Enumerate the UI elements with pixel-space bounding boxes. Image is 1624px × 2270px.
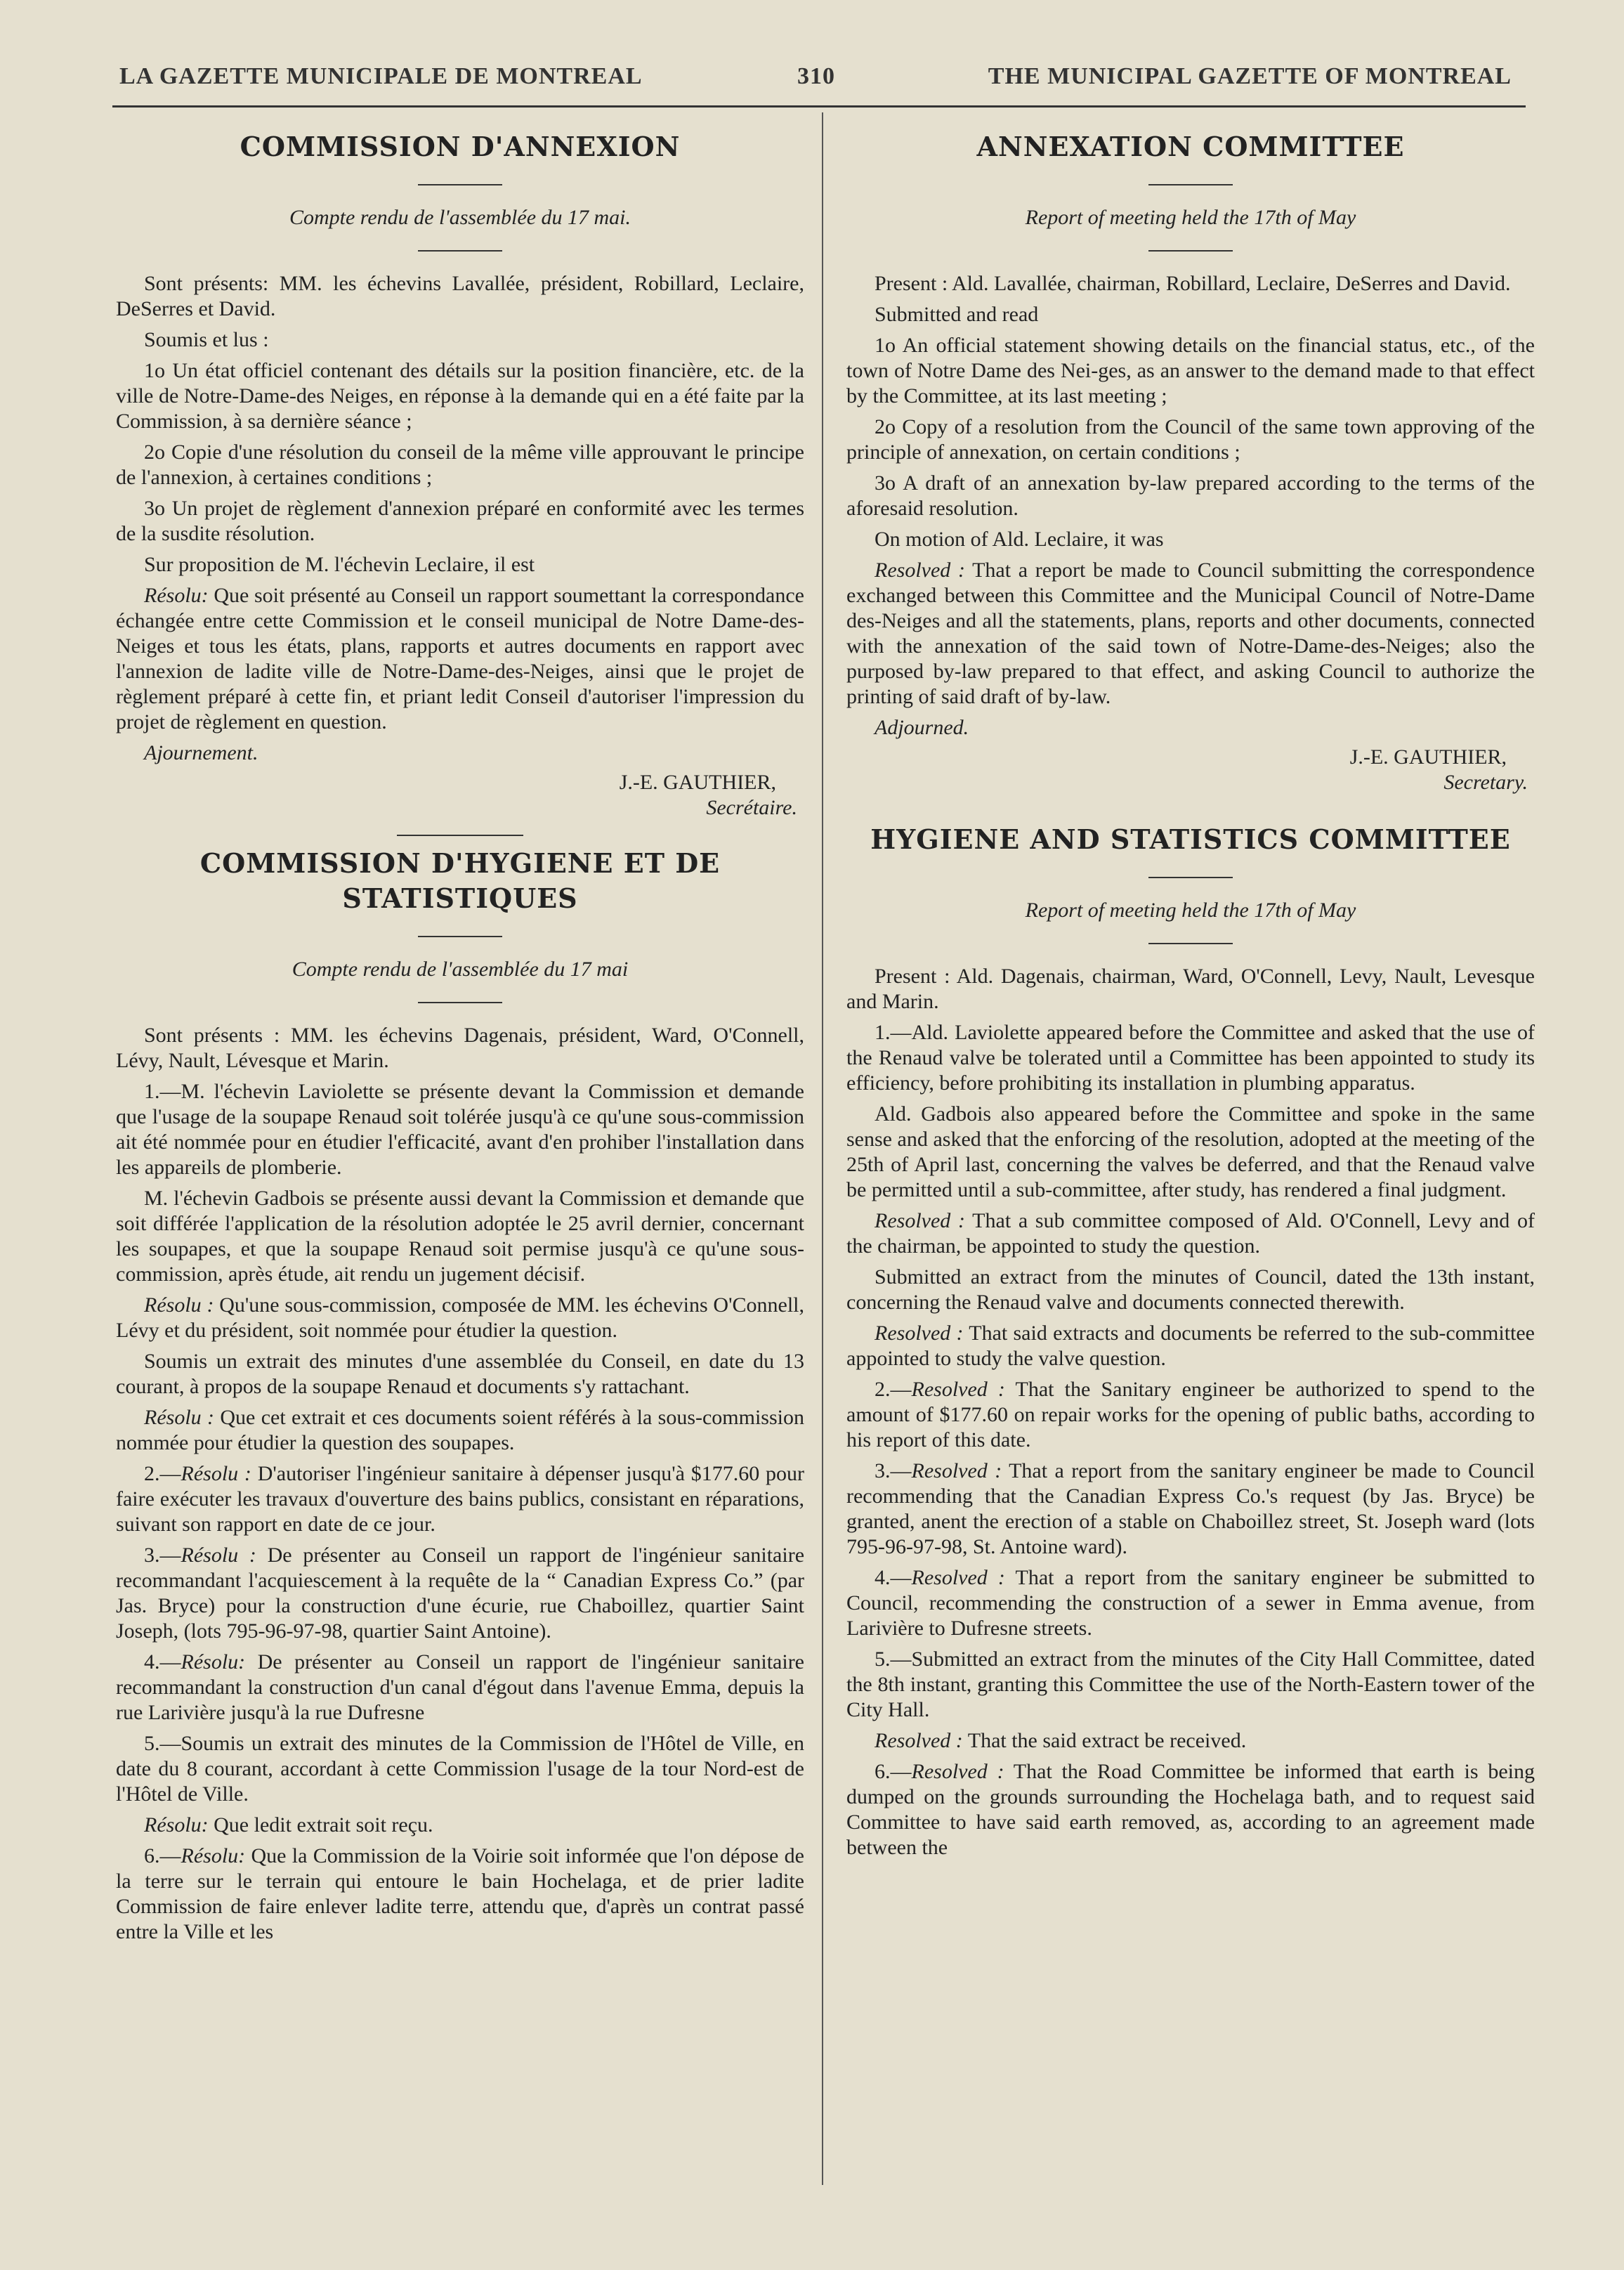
paragraph: [846, 1321, 1535, 1371]
divider: [418, 936, 502, 937]
paragraph: 3o A draft of an annexation by-law prepared according to the terms of the aforesaid resolution.: [846, 471, 1535, 520]
divider: [1148, 184, 1233, 185]
paragraph: Present : Ald. Dagenais, chairman, Ward, O'Connell, Levy, Nault, Levesque and Marin.: [846, 965, 1535, 1013]
running-head: [112, 56, 1512, 98]
paragraph: M. l'échevin Gadbois se présente aussi devant la Commission et demande que soit différée l'application de la résolution adoptée le 25 avril dernier, concernant les soupapes, et que la soupape Renaud soit permise jusqu'à ce qu'une sous-commission, après étude, ait rendu un jugement décisif.: [116, 1187, 804, 1286]
section-subtitle: Compte rendu de l'assemblée du 17 mai.: [289, 206, 631, 229]
section-title: ANNEXATION COMMITTEE: [976, 131, 1405, 162]
paragraph: [846, 1208, 1535, 1259]
resolution-label: Résolu:: [181, 1844, 246, 1867]
paragraph: Submitted an extract from the minutes of Council, dated the 13th instant, concerning the Renaud valve and documents connected therewith.: [846, 1265, 1535, 1314]
paragraph: [846, 1728, 1535, 1754]
paragraph: Sur proposition de M. l'échevin Leclaire, il est: [144, 553, 535, 576]
resolution-label: Resolved :: [911, 1566, 1005, 1589]
resolution-text: Que la Commission de la Voirie soit informée que l'on dépose de la terre sur le terrain qui entoure le bain Hochelaga, et de prier ladite Commission de faire enlever ladite terre, attendu que, d'après un contrat passé entre la Ville et les: [116, 1844, 804, 1943]
paragraph: [116, 1461, 804, 1537]
resolution-label: Resolved :: [875, 559, 965, 582]
section-title: HYGIENE AND STATISTICS COMMITTEE: [870, 823, 1511, 855]
page-number: 310: [797, 63, 835, 89]
paragraph: On motion of Ald. Leclaire, it was: [875, 528, 1164, 551]
resolution-text: That said extracts and documents be referred to the sub-committee appointed to study the valve question.: [846, 1322, 1535, 1370]
paragraph: [116, 1293, 804, 1343]
paragraph: 1o An official statement showing details on the financial status, etc., of the town of Notre Dame des Nei-ges, as an answer to the demand made to that effect by the Committee, at its last meeting ;: [846, 334, 1535, 407]
resolution-text: That a report from the sanitary engineer be made to Council recommending that the Canadian Express Co.'s request (by Jas. Bryce) be granted, anent the erection of a stable on Chaboillez street, St. Joseph ward (lots 795-96-97-98, St. Antoine ward).: [846, 1459, 1535, 1558]
paragraph: [116, 1844, 804, 1945]
paragraph: [846, 558, 1535, 710]
section-title: COMMISSION D'HYGIENE ET DE STATISTIQUES: [199, 847, 721, 914]
signature-name: J.-E. GAUTHIER,: [1349, 745, 1507, 769]
divider: [397, 835, 523, 836]
resolution-text: D'autoriser l'ingénieur sanitaire à dépenser jusqu'à $177.60 pour faire exécuter les travaux d'ouverture des bains publics, consistant en réparations, suivant son rapport en date de ce jour.: [116, 1462, 804, 1536]
resolution-label: Résolu:: [144, 584, 209, 607]
paragraph: [846, 1377, 1535, 1453]
resolution-text: That the Road Committee be informed that earth is being dumped on the grounds surrounding the Hochelaga bath, and to request said Committee to have said earth removed, as, according to an agreement made between the: [846, 1760, 1535, 1859]
paragraph: [116, 1650, 804, 1726]
paragraph: [846, 1459, 1535, 1560]
divider: [418, 184, 502, 185]
divider: [418, 1002, 502, 1003]
paragraph: Submitted and read: [875, 303, 1039, 326]
paragraph: [116, 1813, 804, 1838]
paragraph: 1.—M. l'échevin Laviolette se présente devant la Commission et demande que l'usage de la soupape Renaud soit tolérée jusqu'à ce qu'une sous-commission ait été nommée pour en étudier l'efficacité, avant d'en prohiber l'installation dans les appareils de plomberie.: [116, 1080, 804, 1179]
paragraph: [846, 1759, 1535, 1860]
paragraph: [116, 1543, 804, 1644]
spacer: [846, 795, 1535, 812]
resolution-text: That a sub committee composed of Ald. O'Connell, Levy and of the chairman, be appointed to study the question.: [846, 1209, 1535, 1258]
resolution-label: Résolu:: [181, 1650, 246, 1674]
french-column: [116, 119, 804, 1950]
paragraph: 2o Copie d'une résolution du conseil de la même ville approuvant le principe de l'annexion, à certaines conditions ;: [116, 441, 804, 489]
paragraph: 1.—Ald. Laviolette appeared before the Committee and asked that the use of the Renaud valve be tolerated until a Committee has been appointed to study its efficiency, before prohibiting its installation in plumbing apparatus.: [846, 1021, 1535, 1095]
column-divider: [822, 112, 823, 2185]
resolution-text: That a report from the sanitary engineer be submitted to Council, recommending the construction of a sewer in Emma avenue, from Larivière to Dufresne streets.: [846, 1566, 1535, 1640]
header-rule: [112, 105, 1526, 107]
section-subtitle: Report of meeting held the 17th of May: [1025, 899, 1356, 922]
adjournment: Adjourned.: [875, 716, 969, 739]
resolution-label: Résolu :: [144, 1293, 214, 1317]
section-commission-hygiene: [116, 846, 804, 1945]
paragraph: 2o Copy of a resolution from the Council of the same town approving of the principle of annexation, on certain conditions ;: [846, 415, 1535, 464]
signature-name: J.-E. GAUTHIER,: [619, 771, 776, 794]
resolution-text: Que ledit extrait soit reçu.: [208, 1813, 433, 1837]
section-subtitle: Report of meeting held the 17th of May: [1025, 206, 1356, 229]
resolution-label: Résolu :: [181, 1544, 256, 1567]
paragraph: 5.—Submitted an extract from the minutes of the City Hall Committee, dated the 8th instant, granting this Committee the use of the North-Eastern tower of the City Hall.: [846, 1648, 1535, 1721]
divider: [1148, 943, 1233, 944]
section-subtitle: Compte rendu de l'assemblée du 17 mai: [292, 958, 629, 981]
item-number: 3.—: [875, 1459, 912, 1482]
paragraph: [116, 1405, 804, 1456]
paragraph: Sont présents : MM. les échevins Dagenais, président, Ward, O'Connell, Lévy, Nault, Lévesque et Marin.: [116, 1024, 804, 1072]
section-title: COMMISSION D'ANNEXION: [240, 131, 681, 162]
paragraph: 3o Un projet de règlement d'annexion préparé en conformité avec les termes de la susdite résolution.: [116, 497, 804, 545]
divider: [1148, 877, 1233, 878]
section-commission-annexion: [116, 129, 804, 836]
signature-role: Secrétaire.: [706, 796, 797, 819]
paragraph: 5.—Soumis un extrait des minutes de la Commission de l'Hôtel de Ville, en date du 8 courant, accordant à cette Commission l'usage de la tour Nord-est de l'Hôtel de Ville.: [116, 1732, 804, 1806]
item-number: 6.—: [144, 1844, 181, 1867]
header-right-title: THE MUNICIPAL GAZETTE OF MONTREAL: [988, 63, 1512, 89]
paragraph: Soumis un extrait des minutes d'une assemblée du Conseil, en date du 13 courant, à propos de la soupape Renaud et documents s'y rattachant.: [116, 1350, 804, 1398]
item-number: 4.—: [875, 1566, 912, 1589]
resolution-text: Que cet extrait et ces documents soient référés à la sous-commission nommée pour étudier la question des soupapes.: [116, 1406, 804, 1454]
section-annexation-committee: [846, 129, 1535, 812]
english-column: [846, 119, 1535, 1866]
resolution-text: Que soit présenté au Conseil un rapport soumettant la correspondance échangée entre cette Commission et le conseil municipal de Notre Dame-des-Neiges et tous les états, plans, rapports et autres documents en rapport avec l'annexion de ladite ville de Notre-Dame-des-Neiges, ainsi que le projet de règlement préparé à cette fin, et priant ledit Conseil d'autoriser l'impression du projet de règlement en question.: [116, 584, 804, 733]
paragraph: Present : Ald. Lavallée, chairman, Robillard, Leclaire, DeSerres and David.: [875, 272, 1511, 295]
item-number: 2.—: [144, 1462, 181, 1485]
resolution-label: Résolu:: [144, 1813, 209, 1837]
resolution-label: Resolved :: [911, 1459, 1002, 1482]
paragraph: [846, 1565, 1535, 1641]
resolution-label: Résolu :: [181, 1462, 251, 1485]
paragraph: Ald. Gadbois also appeared before the Committee and spoke in the same sense and asked that the enforcing of the resolution, adopted at the meeting of the 25th of April last, concerning the valves be deferred, and that the Renaud valve be permitted until a sub-committee, after study, has rendered a final judgment.: [846, 1102, 1535, 1201]
resolution-text: De présenter au Conseil un rapport de l'ingénieur sanitaire recommandant l'acquiescement à la requête de la “ Canadian Express Co.” (par Jas. Bryce) pour la construction d'une écurie, rue Chaboillez, quartier Saint Joseph, (lots 795-96-97-98, quartier Saint Antoine).: [116, 1544, 805, 1643]
resolution-label: Resolved :: [875, 1729, 963, 1752]
resolution-label: Resolved :: [911, 1378, 1005, 1401]
paragraph: [116, 583, 804, 735]
resolution-label: Resolved :: [875, 1322, 964, 1345]
item-number: 3.—: [144, 1544, 181, 1567]
header-left-title: LA GAZETTE MUNICIPALE DE MONTREAL: [119, 63, 643, 89]
item-number: 6.—: [875, 1760, 912, 1783]
resolution-text: Qu'une sous-commission, composée de MM. les échevins O'Connell, Lévy et du président, soit nommée pour étudier la question.: [116, 1293, 804, 1342]
divider: [1148, 250, 1233, 252]
resolution-text: That the Sanitary engineer be authorized to spend to the amount of $177.60 on repair works for the opening of public baths, according to his report of this date.: [846, 1378, 1535, 1452]
item-number: 4.—: [144, 1650, 181, 1674]
divider: [418, 250, 502, 252]
paragraph: Soumis et lus :: [144, 328, 269, 351]
paragraph: 1o Un état officiel contenant des détails sur la position financière, etc. de la ville de Notre-Dame-des Neiges, en réponse à la demande qui en a été faite par la Commission, à sa dernière séance ;: [116, 359, 804, 433]
resolution-label: Resolved :: [875, 1209, 965, 1232]
item-number: 2.—: [875, 1378, 912, 1401]
resolution-text: That the said extract be received.: [962, 1729, 1247, 1752]
signature-role: Secretary.: [1443, 771, 1528, 794]
section-hygiene-statistics: [846, 822, 1535, 1860]
paragraph: Sont présents: MM. les échevins Lavallée, président, Robillard, Leclaire, DeSerres et David.: [116, 272, 804, 320]
resolution-text: De présenter au Conseil un rapport de l'ingénieur sanitaire recommandant la construction d'un canal d'égout dans l'avenue Emma, depuis la rue Larivière jusqu'à la rue Dufresne: [116, 1650, 804, 1724]
adjournment: Ajournement.: [144, 741, 258, 764]
resolution-label: Résolu :: [144, 1406, 214, 1429]
resolution-text: That a report be made to Council submitting the correspondence exchanged between this Committee and the Municipal Council of Notre-Dame des-Neiges and all the statements, plans, reports and other documents, connected with the annexation of the said town of Notre-Dame-des-Neiges; also the purposed by-law prepared to that effect, and asking Council to authorize the printing of said draft of by-law.: [846, 559, 1535, 708]
resolution-label: Resolved :: [911, 1760, 1004, 1783]
